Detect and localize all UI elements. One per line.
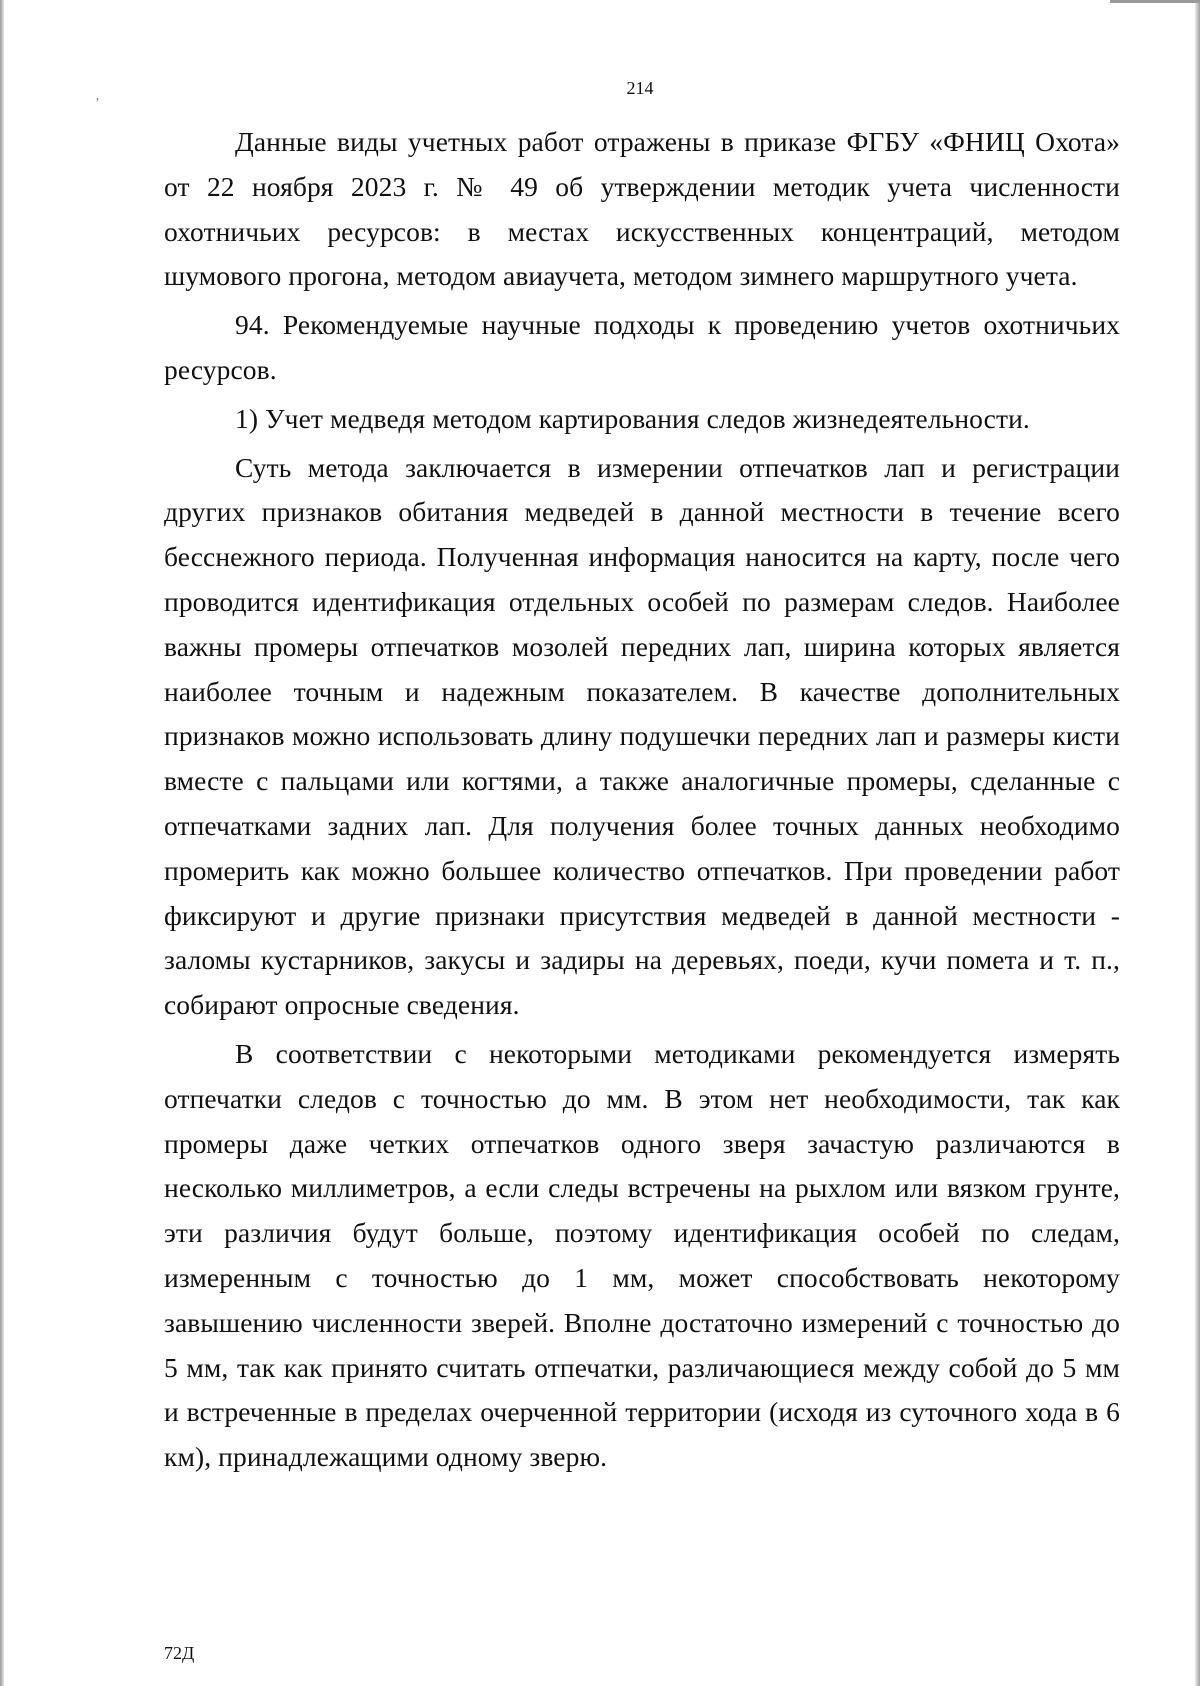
scan-edge-right — [1195, 0, 1200, 1686]
page-number: 214 — [626, 78, 654, 98]
scan-speck: ʼ — [95, 96, 100, 111]
paragraph-measurement-precision: В соответствии с некоторыми методиками рекомендуется измерять отпечатки следов с точностью до мм. В этом нет необходимости, так как промеры даже четких отпечатков одного зверя зачастую различаются в несколько миллиметров, а если следы встречены на рыхлом или вязком грунте, эти различия будут больше, поэтому идентификация особей по следам, измеренным с точностью до 1 мм, может способствовать некоторому завышению численности зверей. Вполне достаточно измерений с точностью до 5 мм, так как принято считать отпечатки, различающиеся между собой до 5 мм и встреченные в пределах очерченной территории (исходя из суточного хода в 6 км), принадлежащими одному зверю. — [164, 1037, 1120, 1473]
paragraph-item-1-heading: 1) Учет медведя методом картирования следов жизнедеятельности. — [235, 402, 1030, 434]
paragraph-survey-types: Данные виды учетных работ отражены в приказе ФГБУ «ФНИЦ Охота» от 22 ноября 2023 г. № 49 об утверждении методик учета численности охотничьих ресурсов: в местах искусственных концентраций, методом шумового прогона, методом авиаучета, методом зимнего маршрутного учета. — [164, 126, 1120, 292]
scan-edge-left — [0, 0, 4, 1686]
scan-edge-top — [1110, 0, 1200, 3]
footer-code: 72Д — [164, 1643, 195, 1663]
paragraph-method-essence: Суть метода заключается в измерении отпечатков лап и регистрации других признаков обитания медведей в данной местности в течение всего бесснежного периода. Полученная информация наносится на карту, после чего проводится идентификация отдельных особей по размерам следов. Наиболее важны промеры отпечатков мозолей передних лап, ширина которых является наиболее точным и надежным показателем. В качестве дополнительных признаков можно использовать длину подушечки передних лап и размеры кисти вместе с пальцами или когтями, а также аналогичные промеры, сделанные с отпечатками задних лап. Для получения более точных данных необходимо промерить как можно большее количество отпечатков. При проведении работ фиксируют и другие признаки присутствия медведей в данной местности - заломы кустарников, закусы и задиры на деревьях, поеди, кучи помета и т. п., собирают опросные сведения. — [164, 451, 1120, 1021]
document-body — [164, 120, 1120, 1484]
paragraph-section-94: 94. Рекомендуемые научные подходы к проведению учетов охотничьих ресурсов. — [164, 309, 1120, 385]
